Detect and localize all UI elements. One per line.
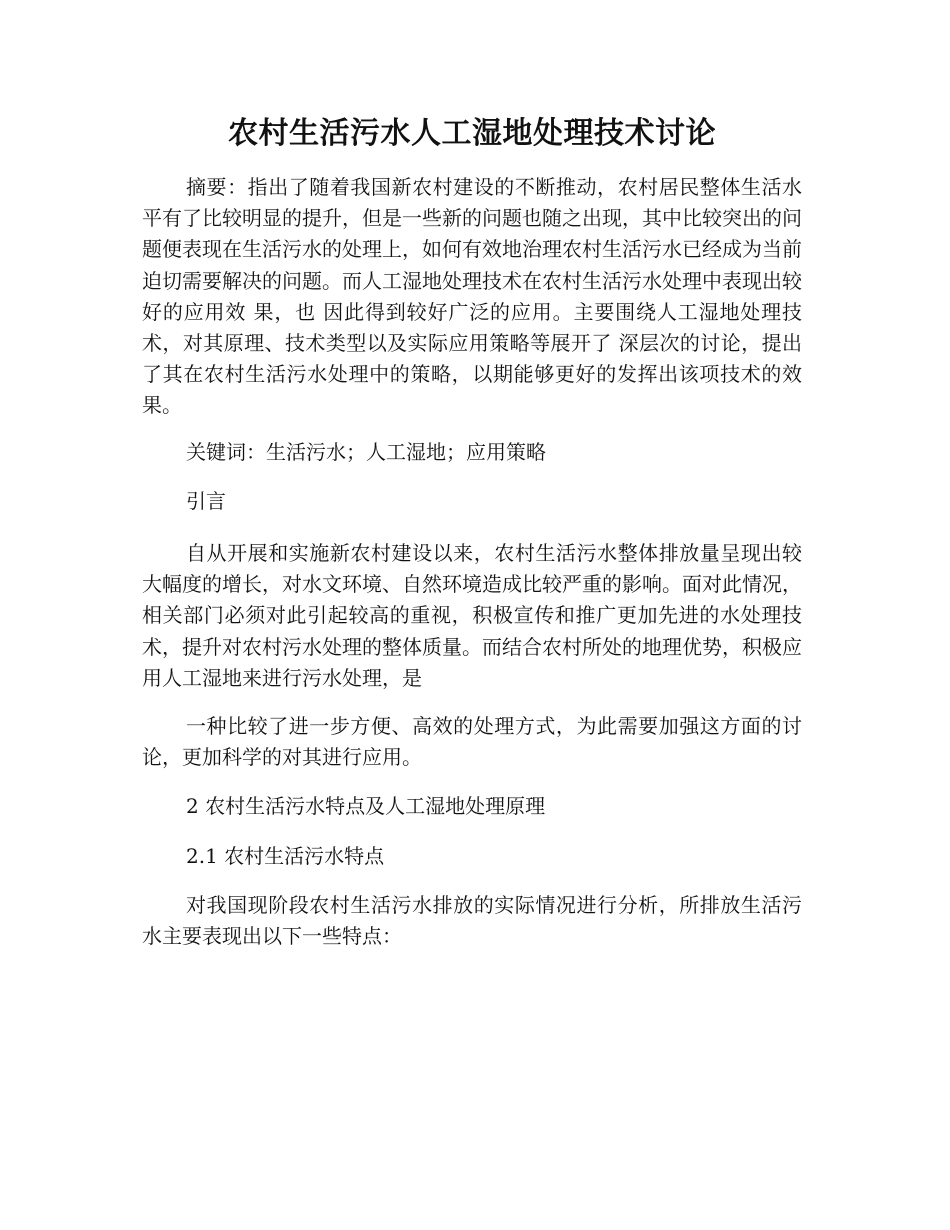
intro-heading: 引言 — [186, 488, 226, 513]
keywords-line: 关键词：生活污水；人工湿地；应用策略 — [186, 439, 546, 464]
abstract-paragraph: 摘要：指出了随着我国新农村建设的不断推动，农村居民整体生活水平有了比较明显的提升，但是一些新的问题也随之出现，其中比较突出的问题便表现在生活污水的处理上，如何有效地治理农村生活污水已经成为当前迫切需要解决的问题。而人工湿地处理技术在农村生活污水处理中表现出较好的应用效 果，也 因此得到较好广泛的应用。主要围绕人工湿地处理技术，对其原理、技术类型以及实际应用策略等展开了 深层次的讨论，提出了其在农村生活污水处理中的策略，以期能够更好的发挥出该项技术的效果。 — [142, 175, 802, 418]
document-title: 农村生活污水人工湿地处理技术讨论 — [228, 116, 716, 151]
intro-paragraph-2: 一种比较了进一步方便、高效的处理方式，为此需要加强这方面的讨论，更加科学的对其进行应用。 — [142, 714, 802, 770]
section-2-1-paragraph: 对我国现阶段农村生活污水排放的实际情况进行分析，所排放生活污水主要表现出以下一些特点： — [142, 892, 802, 949]
document-page — [142, 112, 802, 952]
section-2-heading: 2 农村生活污水特点及人工湿地处理原理 — [186, 794, 546, 819]
section-2-1-heading: 2.1 农村生活污水特点 — [186, 843, 385, 868]
intro-paragraph-1: 自从开展和实施新农村建设以来，农村生活污水整体排放量呈现出较大幅度的增长，对水文环境、自然环境造成比较严重的影响。面对此情况，相关部门必须对此引起较高的重视，积极宣传和推广更加先进的水处理技术，提升对农村污水处理的整体质量。而结合农村所处的地理优势，积极应用人工湿地来进行污水处理，是 — [142, 541, 802, 690]
